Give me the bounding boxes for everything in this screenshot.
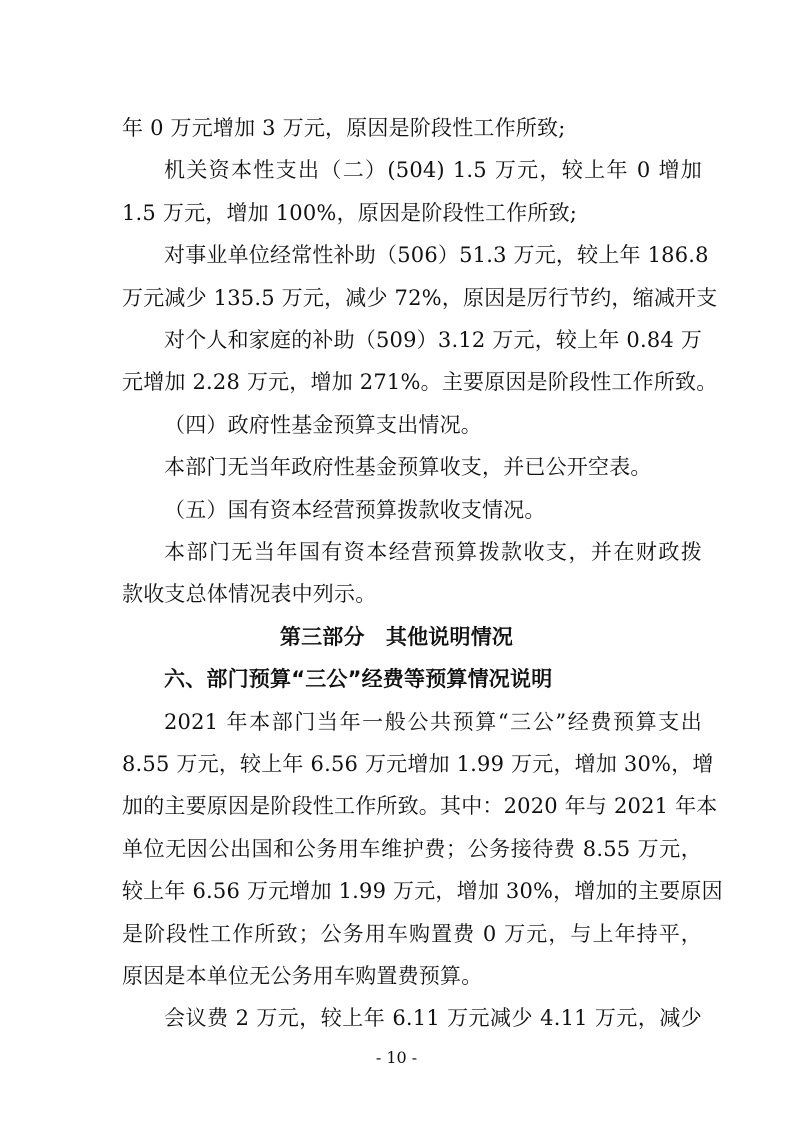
text-line-11: 本部门无当年国有资本经营预算拨款收支，并在财政拨	[164, 540, 702, 564]
text-line-16: 8.55 万元，较上年 6.56 万元增加 1.99 万元，增加 30%，增	[122, 752, 714, 776]
text-line-4: 对事业单位经常性补助（506）51.3 万元，较上年 186.8	[164, 243, 709, 267]
text-line-5: 万元减少 135.5 万元，减少 72%，原因是厉行节约，缩减开支	[122, 286, 718, 310]
text-line-22: 会议费 2 万元，较上年 6.11 万元减少 4.11 万元，减少	[164, 1006, 702, 1030]
text-line-21: 原因是本单位无公务用车购置费预算。	[122, 964, 483, 988]
subsection-heading-4: （四）政府性基金预算支出情况。	[164, 413, 482, 437]
text-line-18: 单位无因公出国和公务用车维护费；公务接待费 8.55 万元，	[122, 837, 702, 861]
text-line-6: 对个人和家庭的补助（509）3.12 万元，较上年 0.84 万	[164, 328, 703, 352]
text-line-19: 较上年 6.56 万元增加 1.99 万元，增加 30%，增加的主要原因	[122, 879, 723, 903]
subsection-heading-5: （五）国有资本经营预算拨款收支情况。	[164, 498, 546, 522]
text-line-17: 加的主要原因是阶段性工作所致。其中：2020 年与 2021 年本	[122, 794, 718, 818]
part-three-heading: 第三部分 其他说明情况	[279, 625, 514, 649]
text-line-15: 2021 年本部门当年一般公共预算“三公”经费预算支出	[164, 710, 702, 734]
text-line-3: 1.5 万元，增加 100%，原因是阶段性工作所致;	[122, 201, 578, 225]
section-six-heading: 六、部门预算“三公”经费等预算情况说明	[164, 667, 553, 691]
page-number: - 10 -	[375, 1048, 418, 1067]
text-line-9: 本部门无当年政府性基金预算收支，并已公开空表。	[164, 455, 652, 479]
text-line-2: 机关资本性支出（二）(504) 1.5 万元，较上年 0 增加	[164, 158, 702, 182]
text-line-20: 是阶段性工作所致；公务用车购置费 0 万元，与上年持平，	[122, 922, 702, 946]
text-line-1: 年 0 万元增加 3 万元，原因是阶段性工作所致;	[122, 116, 566, 140]
text-line-12: 款收支总体情况表中列示。	[122, 582, 377, 606]
text-line-7: 元增加 2.28 万元，增加 271%。主要原因是阶段性工作所致。	[122, 370, 718, 394]
